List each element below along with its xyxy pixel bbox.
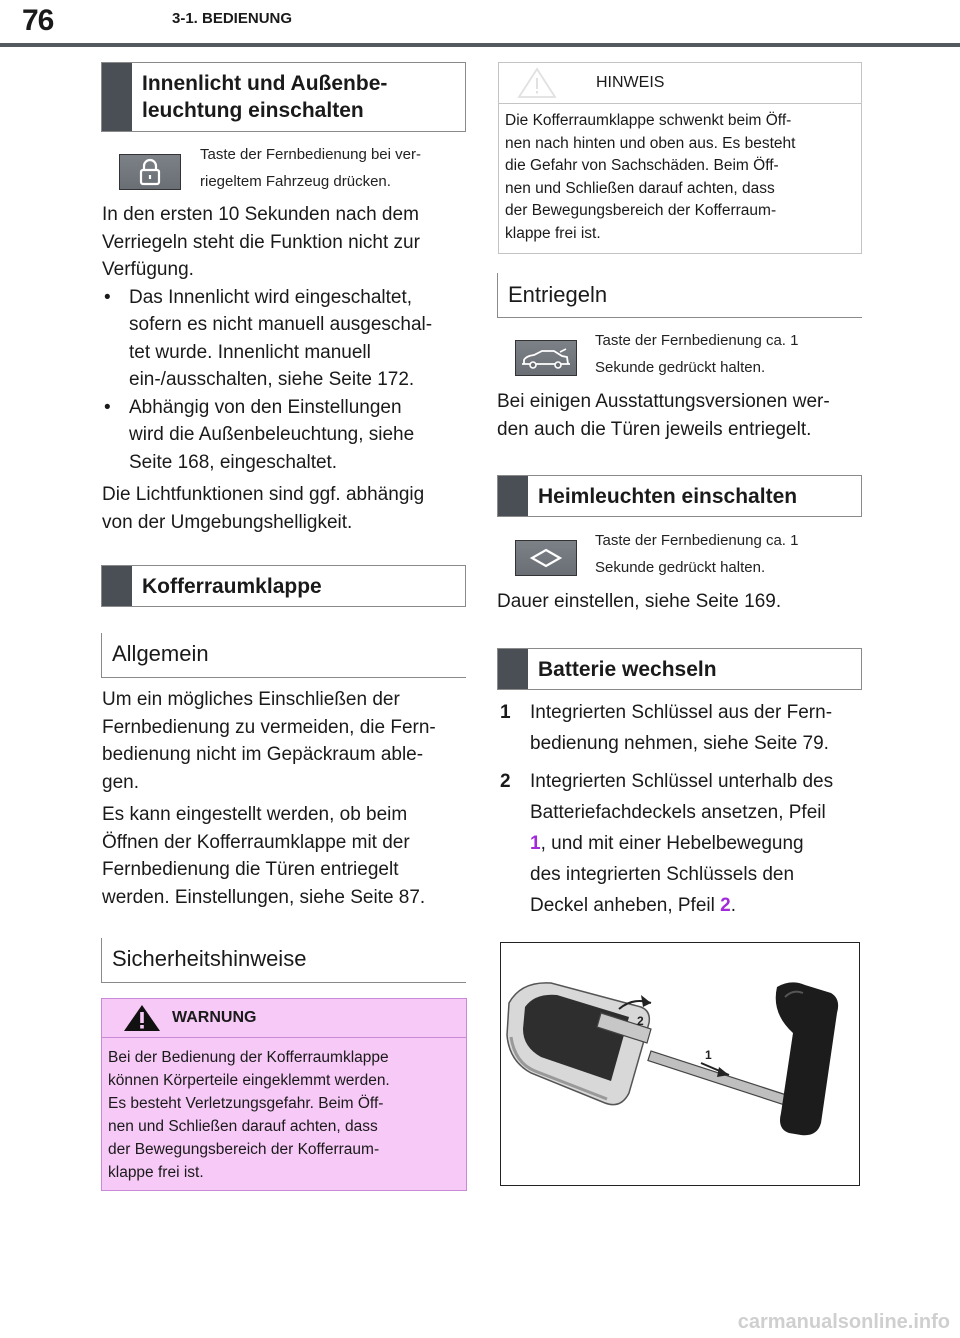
section-title: Heimleuchten einschalten bbox=[538, 484, 798, 508]
caution-triangle-icon bbox=[517, 67, 557, 99]
general-text: Um ein mögliches Einschließen der Fernbedienung zu vermeiden, die Fern- bedienung nicht im Gepäckraum able- gen. Es kann eingestellt werden, ob beim Öffnen der Kofferraumklappe mit der Fernbedienung die Türen entriegelt werden. Einstellungen, siehe Seite 87. bbox=[102, 689, 436, 908]
section-bar bbox=[498, 476, 528, 516]
home-lights-button-icon bbox=[515, 540, 577, 576]
section-bar bbox=[102, 566, 132, 606]
note-text: Die Kofferraumklappe schwenkt beim Öff- nen nach hinten und oben aus. Es besteht die Gefahr von Sachschäden. Beim Öff- nen und Schließen darauf achten, dass der Bewegungsbereich der Kofferraum- klappe frei ist. bbox=[505, 112, 796, 242]
interior-light-text: In den ersten 10 Sekunden nach dem Verriegeln steht die Funktion nicht zur Verfügung. • Das Innenlicht wird eingeschaltet, sofern es nicht manuell ausgeschal- tet wurde. Innenlicht manuell ein-/ausschalten, siehe Seite 172. • Abhängig von den Einstellungen wird die Außenbeleuchtung, siehe Seite 168, eingeschaltet. Die Lichtfunktionen sind ggf. abhängig von der Umgebungshelligkeit. bbox=[102, 201, 467, 536]
page-number: 76 bbox=[22, 4, 54, 37]
note-box bbox=[498, 62, 862, 254]
subheading-safety: Sicherheitshinweise bbox=[101, 938, 466, 983]
lock-button-caption: Taste der Fernbedienung bei ver- riegeltem Fahrzeug drücken. bbox=[200, 146, 421, 190]
figure-label-1: 1 bbox=[705, 1048, 712, 1062]
home-lights-button-caption: Taste der Fernbedienung ca. 1 Sekunde gedrückt halten. bbox=[595, 532, 799, 576]
warning-text: Bei der Bedienung der Kofferraumklappe können Körperteile eingeklemmt werden. Es besteht Verletzungsgefahr. Beim Öff- nen und Schließen darauf achten, dass der Bewegungsbereich der Kofferraum- klappe frei ist. bbox=[108, 1049, 390, 1181]
chapter-title: 3-1. BEDIENUNG bbox=[172, 10, 293, 27]
section-title: Kofferraumklappe bbox=[142, 574, 322, 598]
arrow-ref-2: 2 bbox=[720, 895, 731, 916]
header-rule bbox=[0, 43, 960, 47]
section-title: Innenlicht und Außenbe- leuchtung einschalten bbox=[142, 72, 388, 122]
battery-replacement-illustration bbox=[500, 942, 860, 1186]
bullet-item: • Abhängig von den Einstellungen wird die Außenbeleuchtung, siehe Seite 168, eingeschaltet. bbox=[102, 394, 467, 477]
warning-triangle-icon bbox=[122, 1003, 162, 1033]
warning-label: WARNUNG bbox=[172, 1009, 257, 1026]
step-number: 1 bbox=[500, 702, 511, 723]
figure-label-2: 2 bbox=[637, 1014, 644, 1028]
trunk-button-icon bbox=[515, 340, 577, 376]
trunk-button-caption: Taste der Fernbedienung ca. 1 Sekunde gedrückt halten. bbox=[595, 332, 799, 376]
arrow-ref-1: 1 bbox=[530, 833, 541, 854]
subheading-general: Allgemein bbox=[101, 633, 466, 678]
section-heading-trunk-lid bbox=[101, 565, 466, 607]
step-2: 2 Integrierten Schlüssel unterhalb des Batteriefachdeckels ansetzen, Pfeil 1, und mit einer Hebelbewegung des integrierten Schlüssels den Deckel anheben, Pfeil 2. bbox=[500, 766, 860, 921]
section-bar bbox=[498, 649, 528, 689]
note-label: HINWEIS bbox=[596, 74, 665, 91]
watermark: carmanualsonline.info bbox=[737, 1311, 950, 1333]
section-heading-home-lights bbox=[497, 475, 862, 517]
lock-button-icon bbox=[119, 154, 181, 190]
section-bar bbox=[102, 63, 132, 131]
home-lights-text: Dauer einstellen, siehe Seite 169. bbox=[497, 591, 782, 612]
bullet-item: • Das Innenlicht wird eingeschaltet, sofern es nicht manuell ausgeschal- tet wurde. Innenlicht manuell ein-/ausschalten, siehe Seite 172. bbox=[102, 284, 467, 394]
subheading-unlock: Entriegeln bbox=[497, 273, 862, 318]
section-title: Batterie wechseln bbox=[538, 657, 717, 681]
section-heading-interior-light bbox=[101, 62, 466, 132]
step-1: 1 Integrierten Schlüssel aus der Fern- bedienung nehmen, siehe Seite 79. bbox=[500, 697, 860, 759]
unlock-text: Bei einigen Ausstattungsversionen wer- den auch die Türen jeweils entriegelt. bbox=[497, 391, 830, 440]
step-number: 2 bbox=[500, 771, 511, 792]
warning-box bbox=[101, 998, 467, 1191]
section-heading-battery bbox=[497, 648, 862, 690]
